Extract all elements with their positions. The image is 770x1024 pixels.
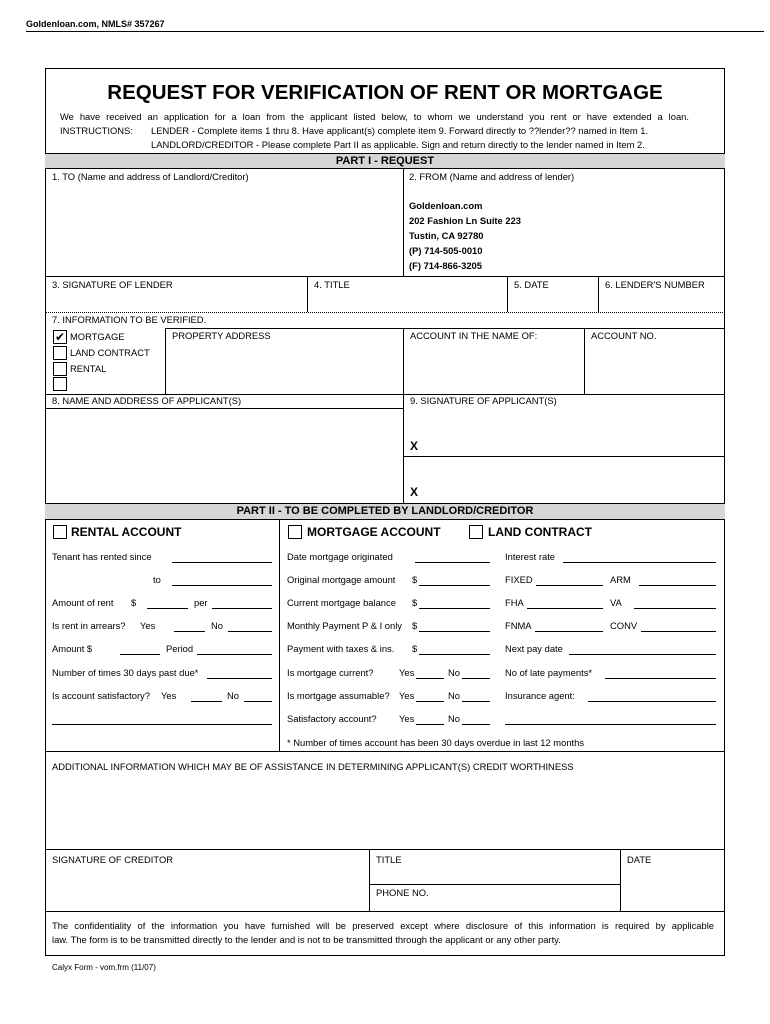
part2-rental-divider: [279, 520, 280, 751]
creditor-bottom-rule: [45, 911, 725, 912]
next-pay-date-label: Next pay date: [505, 643, 563, 654]
rental-satisfactory-no-field[interactable]: [244, 701, 272, 702]
fixed-field[interactable]: [536, 585, 603, 586]
row3-inner-rule: [165, 328, 725, 329]
row1-divider: [403, 168, 404, 276]
overdue-footnote: * Number of times account has been 30 days overdue in last 12 months: [287, 737, 585, 748]
original-amount-field[interactable]: [419, 585, 490, 586]
rented-since-label: Tenant has rented since: [52, 551, 152, 562]
row4-divider: [403, 394, 404, 503]
account-no-label: ACCOUNT NO.: [591, 330, 657, 341]
amount-of-rent-label: Amount of rent: [52, 597, 114, 608]
date-label: 5. DATE: [514, 279, 549, 290]
mortgage-option-label: MORTGAGE: [70, 331, 125, 342]
intro-text: We have received an application for a loan from the applicant listed below, to whom we understand you rent or have extended a loan.: [60, 111, 689, 122]
applicant-signature-field-2[interactable]: [422, 476, 722, 501]
mortgage-checkbox[interactable]: ✔: [54, 330, 66, 344]
rented-to-field[interactable]: [172, 585, 272, 586]
payment-with-taxes-label: Payment with taxes & ins.: [287, 643, 395, 654]
row2-dotted-rule: [45, 312, 725, 313]
other-checkbox[interactable]: [53, 377, 67, 391]
interest-rate-field[interactable]: [563, 562, 716, 563]
creditor-title-label: TITLE: [376, 854, 402, 865]
current-balance-field[interactable]: [419, 608, 490, 609]
date-field[interactable]: [508, 292, 597, 311]
mortgage-assumable-yes-field[interactable]: [416, 701, 444, 702]
fha-field[interactable]: [527, 608, 603, 609]
rented-since-field[interactable]: [172, 562, 272, 563]
mortgage-current-yes-field[interactable]: [416, 678, 444, 679]
rental-option-label: RENTAL: [70, 363, 107, 374]
part2-bottom-rule: [45, 751, 725, 752]
conv-label: CONV: [610, 620, 638, 631]
lender-number-label: 6. LENDER'S NUMBER: [605, 279, 705, 290]
mortgage-satisfactory-no-label: No: [448, 713, 460, 724]
rental-satisfactory-yes-field[interactable]: [191, 701, 222, 702]
rent-in-arrears-label: Is rent in arrears?: [52, 620, 126, 631]
landlord-instructions: LANDLORD/CREDITOR - Please complete Part II as applicable. Sign and return directly to the lender named in Item 2.: [151, 139, 645, 150]
applicant-address-field[interactable]: [46, 410, 402, 502]
creditor-title-field[interactable]: [370, 866, 619, 883]
monthly-payment-label: Monthly Payment P & I only: [287, 620, 402, 631]
fnma-label: FNMA: [505, 620, 532, 631]
rent-per-field[interactable]: [212, 608, 272, 609]
form-id-footer: Calyx Form - vom.frm (11/07): [52, 963, 156, 972]
rental-checkbox[interactable]: [53, 362, 67, 376]
mortgage-assumable-no-field[interactable]: [462, 701, 490, 702]
va-field[interactable]: [634, 608, 716, 609]
times-past-due-label: Number of times 30 days past due*: [52, 667, 199, 678]
land-contract-checkbox[interactable]: [53, 346, 67, 360]
info-to-verify-label: 7. INFORMATION TO BE VERIFIED.: [52, 314, 207, 325]
mortgage-satisfactory-yes-label: Yes: [399, 713, 415, 724]
part2-header: PART II - TO BE COMPLETED BY LANDLORD/CREDITOR: [45, 503, 725, 520]
rent-per-label: per: [194, 597, 208, 608]
insurance-agent-field[interactable]: [588, 701, 716, 702]
amount-of-rent-dollar: $: [131, 597, 137, 608]
fha-label: FHA: [505, 597, 524, 608]
applicant-signature-field-1[interactable]: [422, 430, 722, 455]
fixed-label: FIXED: [505, 574, 533, 585]
rental-account-title: RENTAL ACCOUNT: [71, 525, 182, 539]
late-payments-label: No of late payments*: [505, 667, 593, 678]
rent-in-arrears-yes-label: Yes: [140, 620, 156, 631]
property-address-label: PROPERTY ADDRESS: [172, 330, 271, 341]
conv-field[interactable]: [641, 631, 716, 632]
rental-satisfactory-no-label: No: [227, 690, 239, 701]
lender-street: 202 Fashion Ln Suite 223: [409, 215, 522, 226]
lender-phone: (P) 714-505-0010: [409, 245, 483, 256]
account-name-field[interactable]: [404, 343, 583, 393]
lender-fax: (F) 714-866-3205: [409, 260, 482, 271]
land-contract-account-checkbox[interactable]: [469, 525, 483, 539]
current-balance-dollar: $: [412, 597, 418, 608]
creditor-signature-label: SIGNATURE OF CREDITOR: [52, 854, 174, 865]
times-past-due-field[interactable]: [207, 678, 272, 679]
applicant-label-rule: [45, 408, 403, 409]
creditor-date-field[interactable]: [621, 868, 723, 910]
rental-account-checkbox[interactable]: [53, 525, 67, 539]
applicant-signature-mark-2: X: [410, 485, 419, 499]
arm-label: ARM: [610, 574, 631, 585]
form-title: REQUEST FOR VERIFICATION OF RENT OR MORTGAGE: [107, 81, 663, 104]
from-label: 2. FROM (Name and address of lender): [409, 171, 575, 182]
mortgage-satisfactory-no-field[interactable]: [462, 724, 490, 725]
original-amount-label: Original mortgage amount: [287, 574, 396, 585]
land-contract-option-label: LAND CONTRACT: [70, 347, 150, 358]
creditor-title-rule: [369, 884, 620, 885]
arrears-amount-label: Amount $: [52, 643, 93, 654]
rental-extra-field[interactable]: [52, 724, 272, 725]
creditor-phone-label: PHONE NO.: [376, 887, 429, 898]
additional-info-field[interactable]: [46, 776, 724, 848]
property-address-field[interactable]: [166, 343, 402, 393]
date-originated-label: Date mortgage originated: [287, 551, 393, 562]
confidentiality-line-2: law. The form is to be transmitted directly to the lender and is not to be transmitted through the applicant or any other party.: [52, 934, 561, 945]
interest-rate-label: Interest rate: [505, 551, 556, 562]
mortgage-current-label: Is mortgage current?: [287, 667, 374, 678]
to-address-field[interactable]: [46, 184, 402, 275]
creditor-phone-field[interactable]: [430, 886, 619, 910]
mortgage-assumable-no-label: No: [448, 690, 460, 701]
mortgage-account-checkbox[interactable]: [288, 525, 302, 539]
arrears-amount-field[interactable]: [120, 654, 160, 655]
next-pay-date-field[interactable]: [569, 654, 716, 655]
mortgage-current-yes-label: Yes: [399, 667, 415, 678]
mortgage-assumable-yes-label: Yes: [399, 690, 415, 701]
lender-signature-field[interactable]: [46, 292, 306, 311]
applicant-signature-label: 9. SIGNATURE OF APPLICANT(S): [410, 395, 557, 406]
mortgage-current-no-label: No: [448, 667, 460, 678]
payment-with-taxes-field[interactable]: [419, 654, 490, 655]
row1-bottom-rule: [45, 276, 725, 277]
rent-in-arrears-no-field[interactable]: [228, 631, 272, 632]
lender-name: Goldenloan.com: [409, 200, 483, 211]
lender-city: Tustin, CA 92780: [409, 230, 484, 241]
instructions-label: INSTRUCTIONS:: [60, 125, 133, 136]
rented-to-label: to: [153, 574, 161, 585]
arrears-period-field[interactable]: [197, 654, 272, 655]
confidentiality-line-1: The confidentiality of the information you have furnished will be preserved except where disclosure of this information is required by applicable: [52, 920, 714, 931]
late-payments-field[interactable]: [605, 678, 716, 679]
lender-title-label: 4. TITLE: [314, 279, 350, 290]
account-no-field[interactable]: [585, 343, 723, 393]
creditor-signature-field[interactable]: [46, 868, 368, 910]
applicant-signature-mark-1: X: [410, 439, 419, 453]
rent-in-arrears-yes-field[interactable]: [174, 631, 205, 632]
lender-number-field[interactable]: [599, 292, 723, 311]
mortgage-account-title: MORTGAGE ACCOUNT: [307, 525, 441, 539]
header-rule: [26, 31, 764, 32]
lender-title-field[interactable]: [308, 292, 506, 311]
lender-instructions: LENDER - Complete items 1 thru 8. Have applicant(s) complete item 9. Forward directly to ??lender?? named in Item 1.: [151, 125, 649, 136]
original-amount-dollar: $: [412, 574, 418, 585]
applicant-signature-divider: [403, 456, 725, 457]
current-balance-label: Current mortgage balance: [287, 597, 396, 608]
account-name-label: ACCOUNT IN THE NAME OF:: [410, 330, 538, 341]
applicant-label: 8. NAME AND ADDRESS OF APPLICANT(S): [52, 395, 242, 406]
additional-info-label: ADDITIONAL INFORMATION WHICH MAY BE OF ASSISTANCE IN DETERMINING APPLICANT(S) CREDIT WORTHINESS: [52, 761, 574, 772]
land-contract-extra-field[interactable]: [505, 724, 716, 725]
part1-header: PART I - REQUEST: [45, 153, 725, 169]
rental-satisfactory-yes-label: Yes: [161, 690, 177, 701]
arm-field[interactable]: [639, 585, 716, 586]
land-contract-title: LAND CONTRACT: [488, 525, 592, 539]
mortgage-current-no-field[interactable]: [462, 678, 490, 679]
fnma-field[interactable]: [535, 631, 603, 632]
monthly-payment-dollar: $: [412, 620, 418, 631]
amount-of-rent-field[interactable]: [147, 608, 188, 609]
mortgage-satisfactory-yes-field[interactable]: [416, 724, 444, 725]
rental-satisfactory-label: Is account satisfactory?: [52, 690, 150, 701]
monthly-payment-field[interactable]: [419, 631, 490, 632]
to-label: 1. TO (Name and address of Landlord/Creditor): [52, 171, 249, 182]
mortgage-satisfactory-label: Satisfactory account?: [287, 713, 377, 724]
lender-signature-label: 3. SIGNATURE OF LENDER: [52, 279, 173, 290]
arrears-period-label: Period: [166, 643, 194, 654]
creditor-date-label: DATE: [627, 854, 652, 865]
rent-in-arrears-no-label: No: [211, 620, 223, 631]
payment-with-taxes-dollar: $: [412, 643, 418, 654]
additional-bottom-rule: [45, 849, 725, 850]
date-originated-field[interactable]: [415, 562, 490, 563]
insurance-agent-label: Insurance agent:: [505, 690, 575, 701]
va-label: VA: [610, 597, 622, 608]
mortgage-assumable-label: Is mortgage assumable?: [287, 690, 390, 701]
site-header: Goldenloan.com, NMLS# 357267: [26, 19, 165, 29]
